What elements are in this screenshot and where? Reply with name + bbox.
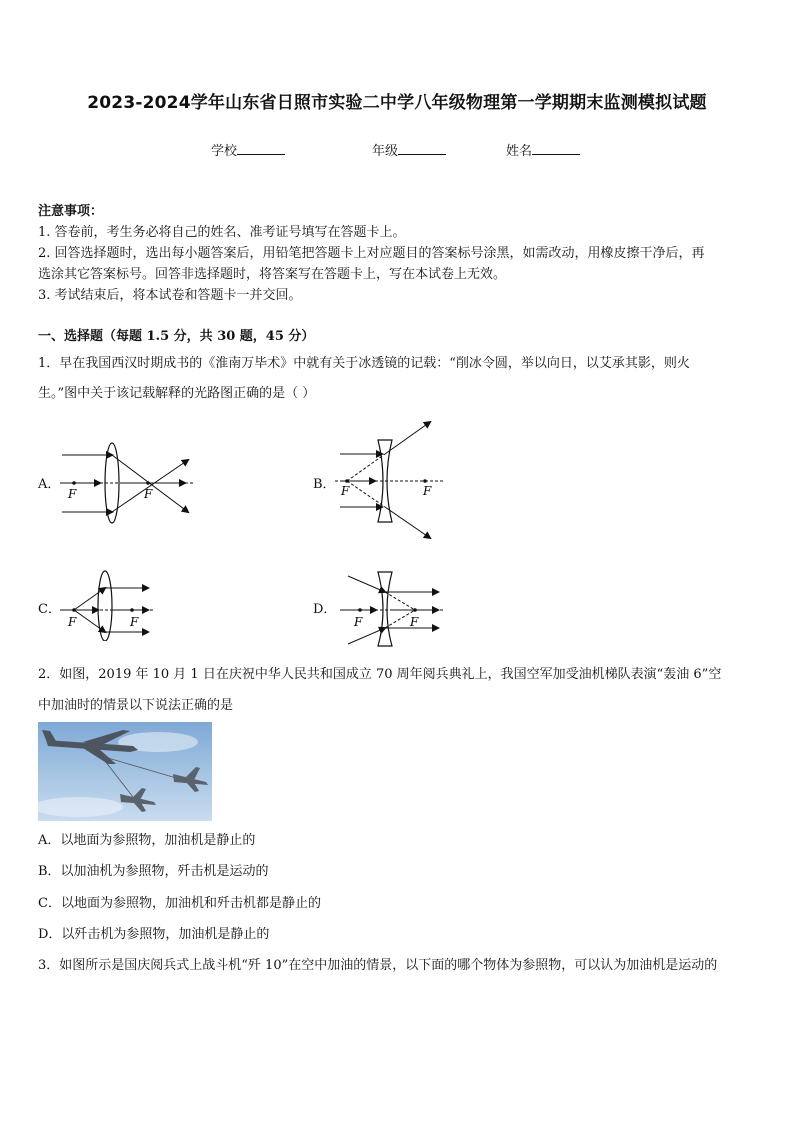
- focus-label: F: [68, 615, 77, 629]
- q2-option-c[interactable]: C．以地面为参照物，加油机和歼击机都是静止的: [38, 896, 321, 911]
- focus-point: [345, 479, 349, 483]
- page-title: 2023-2024学年山东省日照市实验二中学八年级物理第一学期期末监测模拟试题: [87, 93, 707, 113]
- focus-label: F: [423, 484, 432, 498]
- notice-item-3: 3. 考试结束后，将本试卷和答题卡一并交回。: [38, 288, 302, 303]
- focus-label: F: [68, 487, 77, 501]
- section-heading: 一、选择题（每题 1.5 分，共 30 题，45 分）: [38, 329, 315, 344]
- focus-point: [72, 481, 76, 485]
- focus-label: F: [410, 615, 419, 629]
- focus-label: F: [144, 487, 153, 501]
- question-1-line-1: 1．早在我国西汉时期成书的《淮南万毕术》中就有关于冰透镜的记载：“削冰令圆，举以向日，以艾承其影，则火: [38, 356, 690, 371]
- ray: [74, 610, 105, 632]
- q1-option-d-diagram: [340, 568, 450, 648]
- question-1-line-2: 生。”图中关于该记载解释的光路图正确的是（ ）: [38, 386, 316, 401]
- focus-label: F: [341, 484, 350, 498]
- name-label: 姓名: [506, 144, 533, 159]
- focus-point: [72, 608, 76, 612]
- notice-item-2: 2. 回答选择题时，选出每小题答案后，用铅笔把答题卡上对应题目的答案标号涂黑，如需改动，用橡皮擦干净后，再: [38, 246, 705, 261]
- q1-option-c-label[interactable]: C．: [38, 602, 61, 617]
- refueling-aircraft-photo: [38, 722, 212, 821]
- focus-label: F: [354, 615, 363, 629]
- question-2-line-1: 2．如图，2019 年 10 月 1 日在庆祝中华人民共和国成立 70 周年阅兵典礼上，我国空军加受油机梯队表演“轰油 6”空: [38, 667, 722, 682]
- q1-option-a-diagram: [60, 440, 200, 530]
- q2-option-d[interactable]: D．以歼击机为参照物，加油机是静止的: [38, 927, 270, 942]
- q1-option-c-diagram: [60, 566, 160, 641]
- virtual-ray: [385, 592, 415, 610]
- focus-point: [358, 608, 362, 612]
- virtual-ray: [347, 454, 385, 481]
- focus-point: [130, 608, 134, 612]
- name-field[interactable]: [506, 140, 580, 159]
- ray: [112, 460, 188, 512]
- notice-heading: 注意事项：: [38, 204, 104, 219]
- notice-item-2-cont: 选涂其它答案标号。回答非选择题时，将答案写在答题卡上，写在本试卷上无效。: [38, 267, 507, 282]
- focus-point: [146, 481, 150, 485]
- grade-label: 年级: [372, 144, 399, 159]
- q1-option-b-diagram: [335, 418, 450, 543]
- question-2-line-2: 中加油时的情景以下说法正确的是: [38, 698, 234, 713]
- focus-label: F: [130, 615, 139, 629]
- q2-option-a[interactable]: A．以地面为参照物，加油机是静止的: [38, 833, 256, 848]
- notice-item-1: 1. 答卷前，考生务必将自己的姓名、准考证号填写在答题卡上。: [38, 225, 406, 240]
- focus-point: [413, 608, 417, 612]
- concave-lens: [378, 572, 392, 646]
- school-field[interactable]: [211, 140, 285, 159]
- q1-option-d-label[interactable]: D．: [313, 602, 337, 617]
- q1-option-b-label[interactable]: B．: [313, 477, 336, 492]
- focus-point: [423, 479, 427, 483]
- question-3-line-1: 3．如图所示是国庆阅兵式上战斗机“歼 10”在空中加油的情景，以下面的哪个物体为参照物，可以认为加油机是运动的: [38, 958, 718, 973]
- ray: [74, 588, 105, 610]
- ray: [385, 422, 430, 454]
- grade-field[interactable]: [372, 140, 446, 159]
- q1-option-a-label[interactable]: A．: [38, 477, 61, 492]
- school-label: 学校: [211, 144, 238, 159]
- convex-lens: [98, 571, 112, 641]
- q2-option-b[interactable]: B．以加油机为参照物，歼击机是运动的: [38, 864, 269, 879]
- virtual-ray: [347, 481, 385, 507]
